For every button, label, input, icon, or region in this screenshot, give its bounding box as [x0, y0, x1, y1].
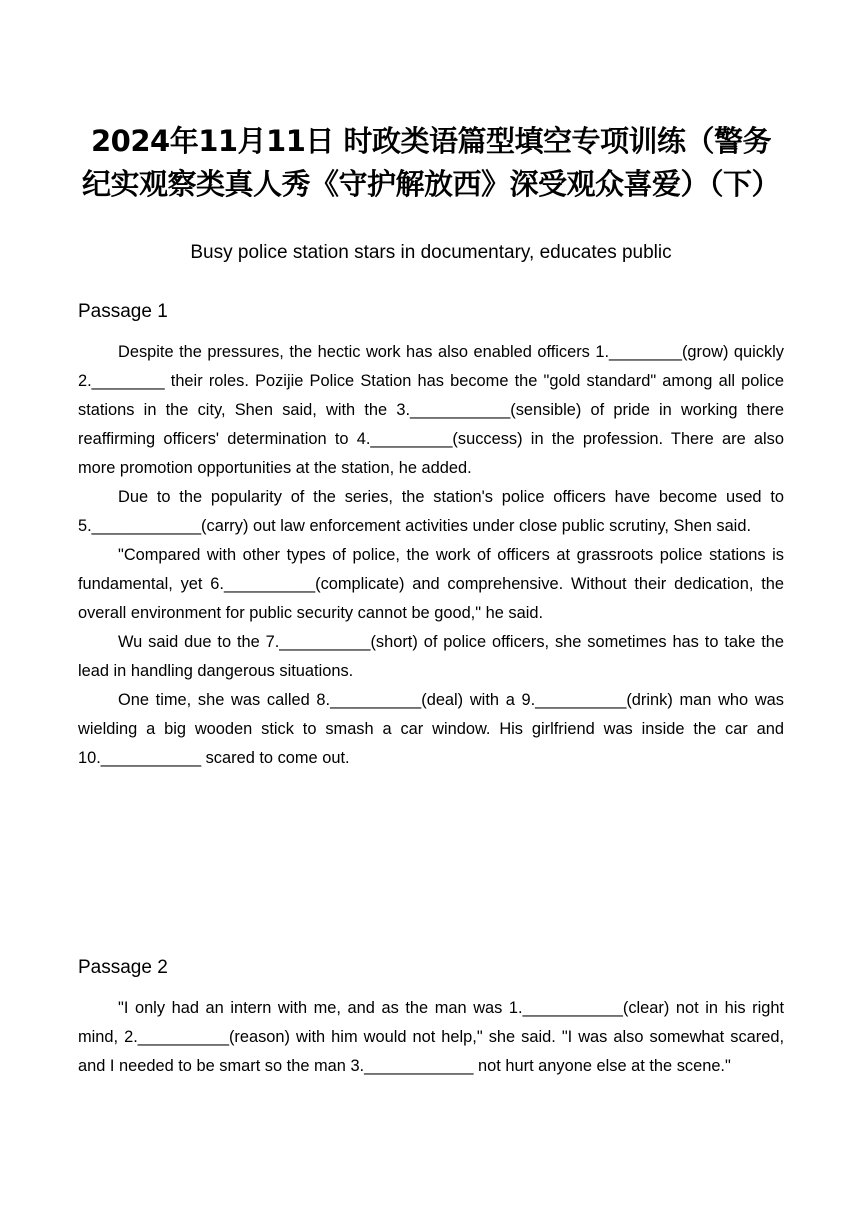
passage-1-heading: Passage 1 [78, 301, 168, 322]
passage-1-paragraph-2: Due to the popularity of the series, the station's police officers have become used to 5.____________(carry) out law enforcement activities under close public scrutiny, Shen said. [78, 488, 784, 535]
document-subtitle: Busy police station stars in documentary, educates public [190, 242, 672, 263]
passage-1-paragraph-1: Despite the pressures, the hectic work has also enabled officers 1.________(grow) quickly 2.________ their roles. Pozijie Police Station has become the "gold standard" among all police stations in the city, Shen said, with the 3.___________(sensible) of pride in working there reaffirming officers' determination to 4._________(success) in the profession. There are also more promotion opportunities at the station, he added. [78, 343, 784, 477]
document-page [78, 120, 784, 1075]
passage-1-paragraph-3: "Compared with other types of police, the work of officers at grassroots police stations is fundamental, yet 6.__________(complicate) and comprehensive. Without their dedication, the overall environment for public security cannot be good," he said. [78, 546, 784, 622]
passage-2-heading: Passage 2 [78, 957, 168, 978]
passage-1-paragraph-5: One time, she was called 8.__________(deal) with a 9.__________(drink) man who was wielding a big wooden stick to smash a car window. His girlfriend was inside the car and 10.___________ scared to come out. [78, 691, 784, 767]
passage-2-body [78, 994, 784, 1081]
document-title: 2024年11月11日 时政类语篇型填空专项训练（警务纪实观察类真人秀《守护解放西》深受观众喜爱）（下） [81, 124, 780, 201]
passage-1-body [78, 338, 784, 773]
passage-2-paragraph-1: "I only had an intern with me, and as the man was 1.___________(clear) not in his right mind, 2.__________(reason) with him would not help," she said. "I was also somewhat scared, and I needed to be smart so the man 3.____________ not hurt anyone else at the scene." [78, 999, 784, 1075]
passage-1-paragraph-4: Wu said due to the 7.__________(short) of police officers, she sometimes has to take the lead in handling dangerous situations. [78, 633, 784, 680]
